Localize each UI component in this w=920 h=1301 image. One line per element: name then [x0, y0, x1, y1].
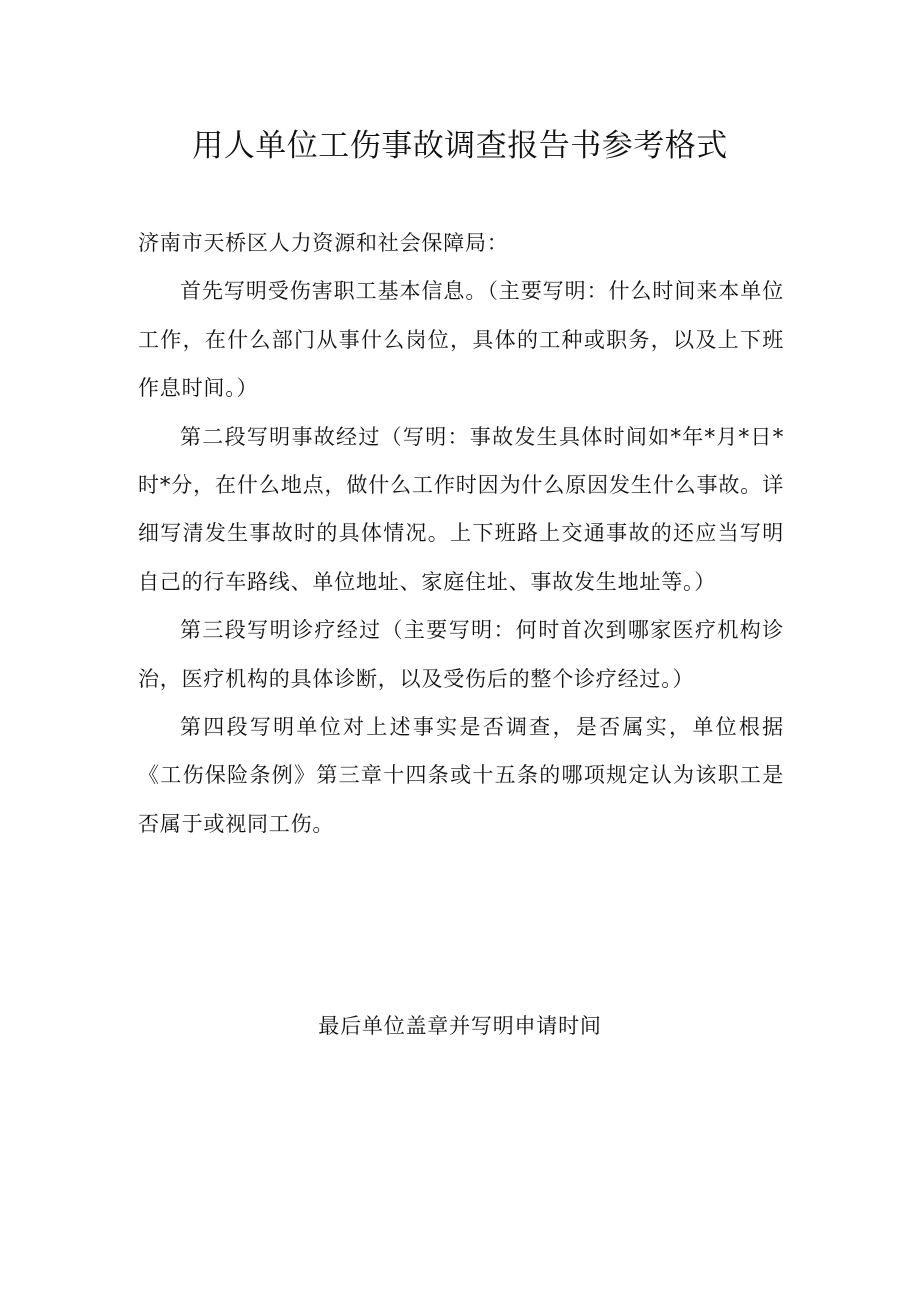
paragraph-accident-process: 第二段写明事故经过（写明：事故发生具体时间如*年*月*日*时*分，在什么地点，做什么工作时因为什么原因发生什么事故。详细写清发生事故时的具体情况。上下班路上交通事故的还应当写明自己的行车路线、单位地址、家庭住址、事故发生地址等。） [138, 424, 784, 594]
document-title: 用人单位工伤事故调查报告书参考格式 [192, 128, 728, 164]
salutation: 济南市天桥区人力资源和社会保障局： [138, 231, 509, 255]
closing-note: 最后单位盖章并写明申请时间 [318, 1014, 602, 1038]
document-body [138, 219, 784, 848]
paragraph-investigation-conclusion: 第四段写明单位对上述事实是否调查，是否属实，单位根据《工伤保险条例》第三章十四条或十五条的哪项规定认为该职工是否属于或视同工伤。 [138, 715, 784, 836]
paragraph-treatment-process: 第三段写明诊疗经过（主要写明：何时首次到哪家医疗机构诊治，医疗机构的具体诊断，以及受伤后的整个诊疗经过。） [138, 618, 784, 691]
paragraph-basic-info: 首先写明受伤害职工基本信息。（主要写明：什么时间来本单位工作，在什么部门从事什么岗位，具体的工种或职务，以及上下班作息时间。） [138, 279, 784, 401]
